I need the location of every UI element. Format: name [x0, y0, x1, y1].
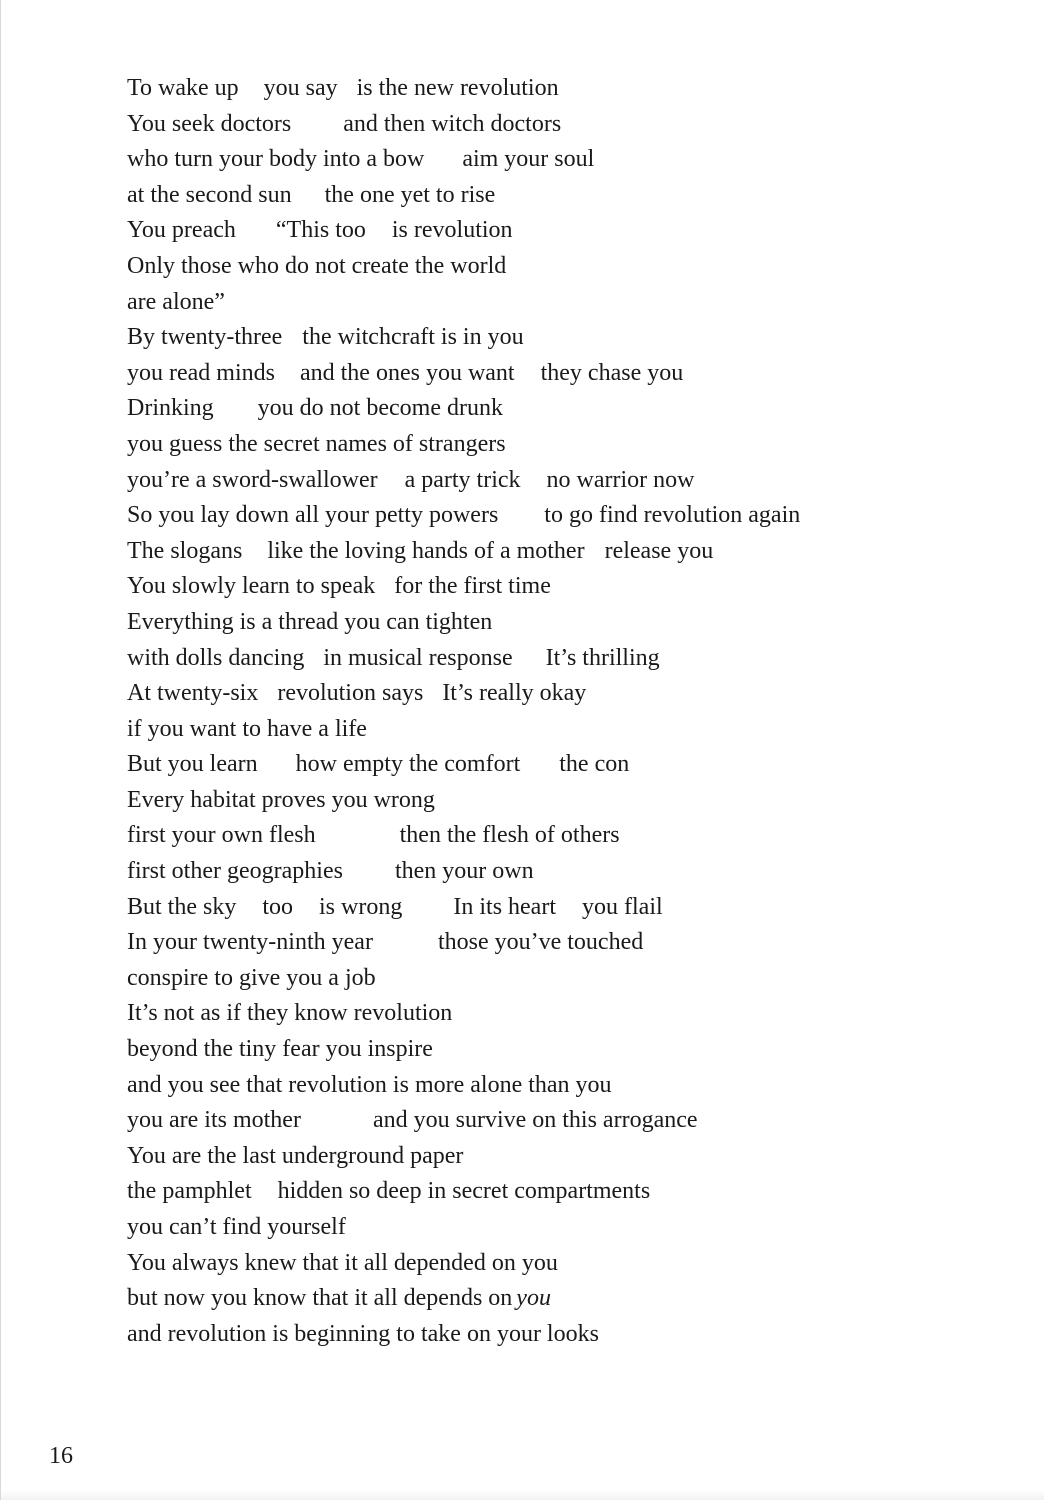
- poem-line-32: [127, 1174, 1007, 1210]
- poem-segment: release you: [604, 537, 714, 564]
- poem-segment: then the flesh of others: [399, 822, 620, 849]
- poem-segment: too: [262, 893, 294, 920]
- poem-segment: but now you know that it all depends on: [127, 1285, 513, 1312]
- poem-segment: how empty the comfort: [295, 751, 521, 778]
- poem-segment: are alone”: [127, 288, 225, 315]
- poem-line-20: [127, 747, 1007, 783]
- poem-segment: you read minds: [127, 359, 275, 386]
- poem-line-21: [127, 783, 1007, 819]
- poem-segment: is wrong: [319, 893, 403, 920]
- poem-segment: You always knew that it all depended on you: [127, 1249, 558, 1276]
- page-bottom-shadow: [1, 1490, 1044, 1500]
- poem-line-7: [127, 285, 1007, 321]
- poem-segment: you say: [263, 75, 338, 101]
- poem-segment: You are the last underground paper: [127, 1142, 464, 1169]
- poem-segment: So you lay down all your petty powers: [127, 502, 499, 529]
- poem-segment: To wake up: [127, 75, 239, 101]
- poem-line-26: [127, 961, 1007, 997]
- poem-segment: who turn your body into a bow: [127, 146, 425, 173]
- poem-segment: But you learn: [127, 751, 258, 778]
- poem-segment: you guess the secret names of strangers: [127, 430, 506, 457]
- poem-segment: you do not become drunk: [257, 395, 503, 422]
- poem-segment: The slogans: [127, 537, 243, 564]
- poem-segment: and the ones you want: [299, 359, 515, 386]
- poem-segment: revolution says: [277, 680, 424, 707]
- poem-segment: You slowly learn to speak: [127, 573, 376, 600]
- poem-line-17: [127, 641, 1007, 677]
- poem-line-19: [127, 712, 1007, 748]
- poem-segment: It’s not as if they know revolution: [127, 1000, 453, 1027]
- poem-line-24: [127, 890, 1007, 926]
- poem-line-11: [127, 427, 1007, 463]
- poem-segment: you flail: [582, 893, 663, 920]
- poem-line-1: [127, 71, 1007, 107]
- poem-segment: and revolution is beginning to take on your looks: [127, 1320, 599, 1347]
- italic-emphasis: you: [516, 1285, 551, 1312]
- poem-segment: Everything is a thread you can tighten: [127, 608, 493, 635]
- poem-segment: they chase you: [540, 359, 684, 386]
- poem-line-36: [127, 1317, 1007, 1353]
- poem-segment: to go find revolution again: [544, 502, 801, 529]
- poem-line-29: [127, 1068, 1007, 1104]
- poem-segment: hidden so deep in secret compartments: [277, 1178, 651, 1205]
- poem-line-35: [127, 1281, 1007, 1317]
- poem-line-5: [127, 213, 1007, 249]
- poem-line-4: [127, 178, 1007, 214]
- poem-segment: is the new revolution: [356, 75, 559, 101]
- poem-segment: the witchcraft is in you: [302, 324, 524, 351]
- poem-segment: then your own: [394, 858, 534, 885]
- poem-line-18: [127, 676, 1007, 712]
- poem-segment: It’s thrilling: [545, 644, 660, 671]
- poem-segment: Every habitat proves you wrong: [127, 786, 435, 813]
- poem-segment: and then witch doctors: [343, 110, 562, 137]
- poem-line-23: [127, 854, 1007, 890]
- poem-body: [127, 71, 1007, 1352]
- page-number: 16: [49, 1443, 73, 1469]
- poem-segment: is revolution: [391, 217, 513, 244]
- poem-line-2: [127, 107, 1007, 143]
- poem-line-22: [127, 818, 1007, 854]
- poem-line-34: [127, 1246, 1007, 1282]
- poem-segment: if you want to have a life: [127, 715, 367, 742]
- poem-line-10: [127, 391, 1007, 427]
- poem-segment: By twenty-three: [127, 324, 283, 351]
- poem-segment: and you see that revolution is more alone than you: [127, 1071, 612, 1098]
- poem-segment: at the second sun: [127, 181, 292, 208]
- poem-segment: At twenty-six: [127, 680, 259, 707]
- poem-line-27: [127, 996, 1007, 1032]
- poem-segment: the one yet to rise: [324, 181, 496, 208]
- poem-line-14: [127, 534, 1007, 570]
- poem-line-15: [127, 569, 1007, 605]
- poem-segment: a party trick: [404, 466, 521, 493]
- poem-segment: the con: [559, 751, 630, 778]
- poem-segment: In your twenty-ninth year: [127, 929, 373, 956]
- poem-segment: aim your soul: [462, 146, 595, 173]
- poem-segment: those you’ve touched: [437, 929, 644, 956]
- poem-line-16: [127, 605, 1007, 641]
- poem-segment: and you survive on this arrogance: [372, 1107, 698, 1134]
- poem-segment: you are its mother: [127, 1107, 301, 1134]
- poem-line-3: [127, 142, 1007, 178]
- poem-segment: with dolls dancing: [127, 644, 305, 671]
- poem-line-9: [127, 356, 1007, 392]
- poem-line-8: [127, 320, 1007, 356]
- poem-segment: first your own flesh: [127, 822, 316, 849]
- poem-line-13: [127, 498, 1007, 534]
- poem-segment: “This too: [275, 217, 366, 244]
- poem-segment: You seek doctors: [127, 110, 292, 137]
- poem-segment: In its heart: [453, 893, 556, 920]
- poem-segment: conspire to give you a job: [127, 964, 376, 991]
- poem-segment: like the loving hands of a mother: [267, 537, 585, 564]
- poem-line-28: [127, 1032, 1007, 1068]
- poem-segment: first other geographies: [127, 858, 343, 885]
- poem-segment: It’s really okay: [442, 680, 587, 707]
- poem-line-6: [127, 249, 1007, 285]
- poem-segment: Drinking: [127, 395, 214, 422]
- poem-segment: in musical response: [323, 644, 513, 671]
- poem-segment: you can’t find yourself: [127, 1214, 346, 1240]
- poem-segment: You preach: [127, 217, 236, 244]
- poem-line-33: [127, 1210, 1007, 1246]
- poem-line-12: [127, 463, 1007, 499]
- poem-segment: Only those who do not create the world: [127, 252, 507, 279]
- poem-line-25: [127, 925, 1007, 961]
- poem-segment: you’re a sword-swallower: [127, 466, 378, 493]
- poem-segment: no warrior now: [546, 466, 695, 493]
- poem-segment: But the sky: [127, 893, 237, 920]
- poem-line-30: [127, 1103, 1007, 1139]
- poem-segment: the pamphlet: [127, 1178, 252, 1205]
- poem-line-31: [127, 1139, 1007, 1175]
- poem-segment: for the first time: [394, 573, 551, 600]
- poem-segment: beyond the tiny fear you inspire: [127, 1036, 433, 1063]
